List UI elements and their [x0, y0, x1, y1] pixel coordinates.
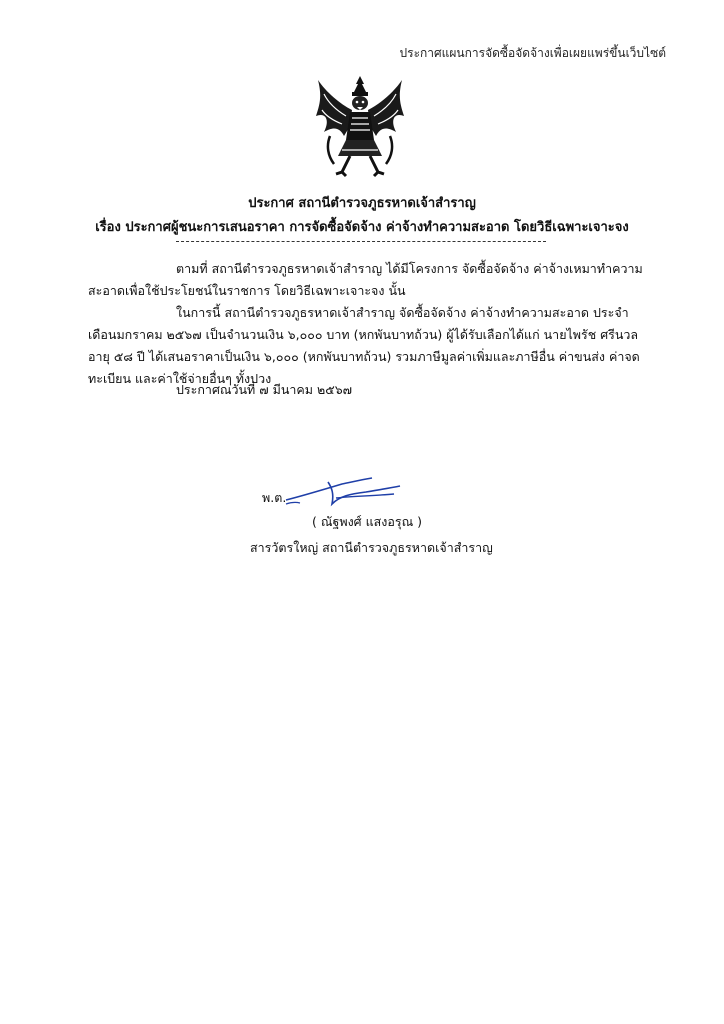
announcement-heading: ประกาศ สถานีตำรวจภูธรหาดเจ้าสำราญ	[248, 196, 476, 211]
announcement-body	[88, 258, 644, 390]
body-paragraph-1: ตามที่ สถานีตำรวจภูธรหาดเจ้าสำราญ ได้มีโครงการ จัดซื้อจัดจ้าง ค่าจ้างเหมาทำความสะอาดเพื่อใช้ประโยชน์ในราชการ โดยวิธีเฉพาะเจาะจง นั้น	[88, 261, 643, 298]
signer-name: ( ณัฐพงศ์ แสงอรุณ )	[312, 514, 423, 529]
garuda-emblem-icon	[312, 70, 408, 182]
announcement-date: ประกาศณวันที่ ๗ มีนาคม ๒๕๖๗	[176, 382, 353, 397]
signer-position: สารวัตรใหญ่ สถานีตำรวจภูธรหาดเจ้าสำราญ	[250, 540, 493, 555]
signer-rank-prefix: พ.ต.	[262, 490, 287, 505]
announcement-subject: เรื่อง ประกาศผู้ชนะการเสนอราคา การจัดซื้อจัดจ้าง ค่าจ้างทำความสะอาด โดยวิธีเฉพาะเจาะจง	[95, 220, 629, 235]
handwritten-signature-icon	[282, 474, 412, 514]
dashed-divider	[176, 241, 546, 242]
body-paragraph-2: ในการนี้ สถานีตำรวจภูธรหาดเจ้าสำราญ จัดซื้อจัดจ้าง ค่าจ้างทำความสะอาด ประจำเดือนมกราคม ๒๕๖๗ เป็นจำนวนเงิน ๖,๐๐๐ บาท (หกพันบาทถ้วน) ผู้ได้รับเลือกได้แก่ นายไพรัช ศรีนวล อายุ ๕๘ ปี ได้เสนอราคาเป็นเงิน ๖,๐๐๐ (หกพันบาทถ้วน) รวมภาษีมูลค่าเพิ่มและภาษีอื่น ค่าขนส่ง ค่าจดทะเบียน และค่าใช้จ่ายอื่นๆ ทั้งปวง	[88, 305, 640, 386]
header-note: ประกาศแผนการจัดซื้อจัดจ้างเพื่อเผยแพร่ขึ้นเว็บไซต์	[399, 46, 666, 60]
